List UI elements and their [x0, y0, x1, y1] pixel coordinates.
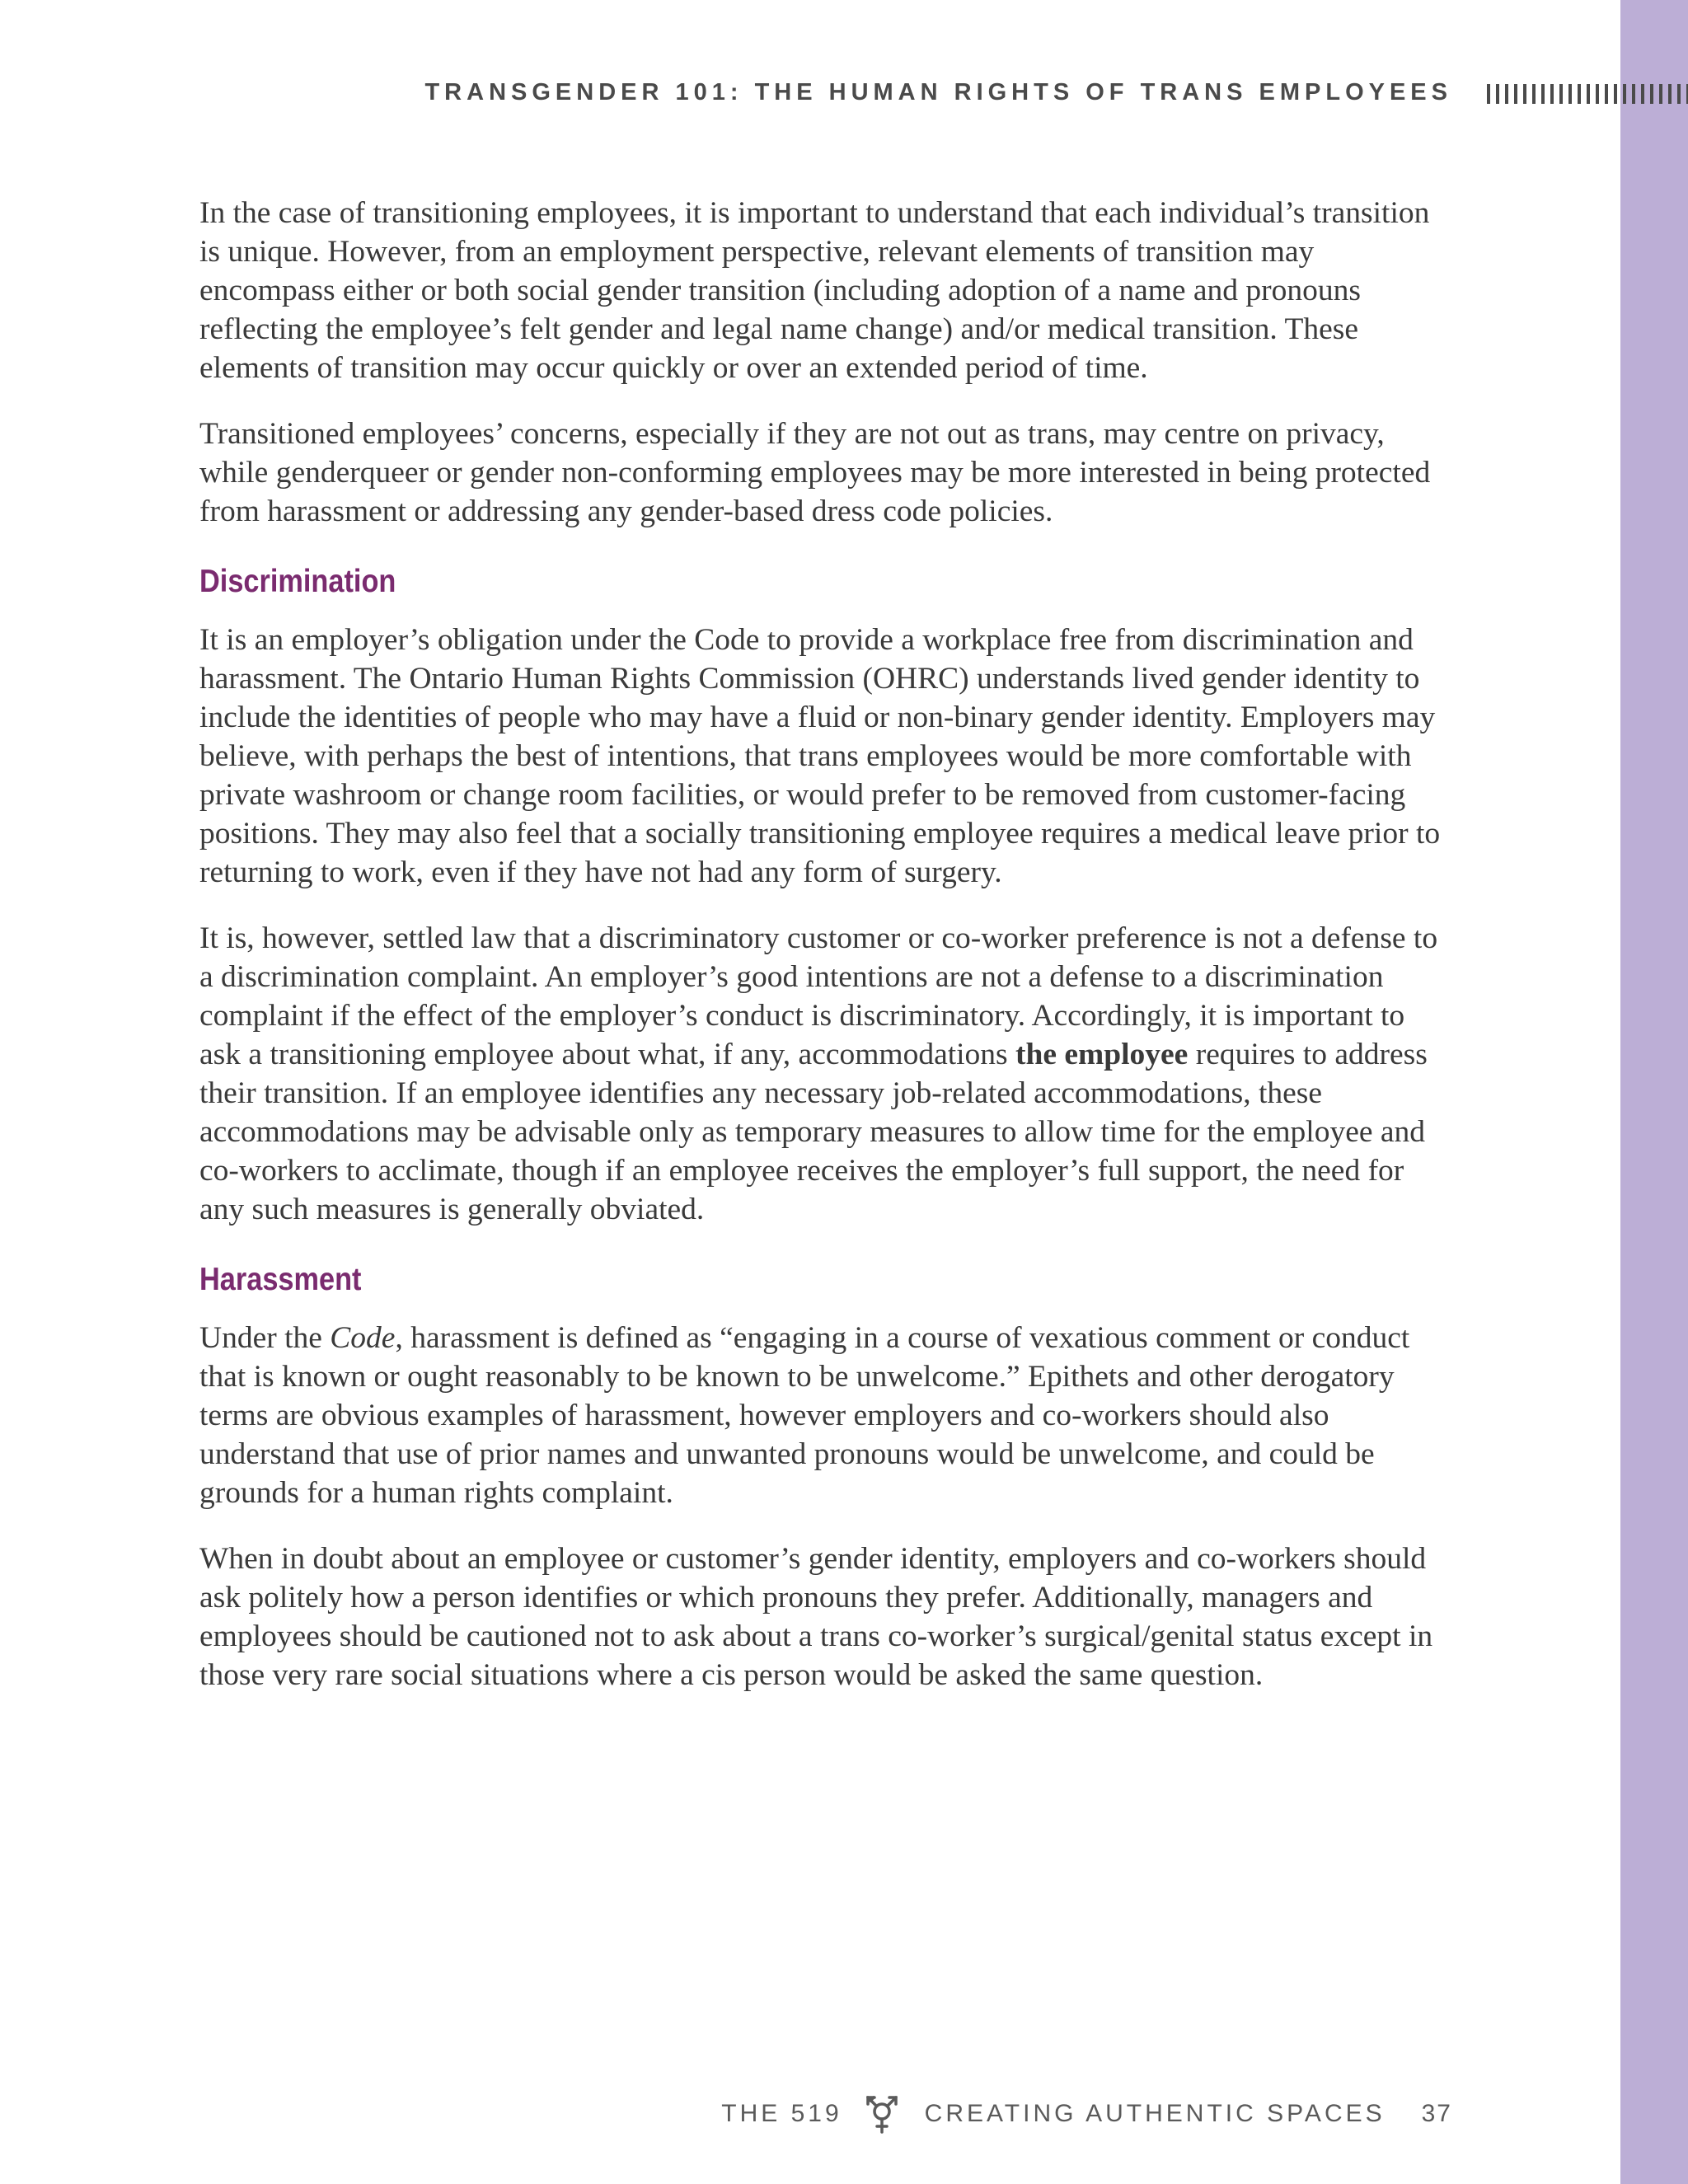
page-footer	[0, 2093, 1452, 2135]
text-run: , harassment is defined as “engaging in a course of vexatious comment or conduct that is known or ought reasonably to be known to be unwelcome.” Epithets and other derogatory terms are obvious examples of harassment, however employers and co-workers should also understand that use of prior names and unwanted pronouns would be unwelcome, and could be grounds for a human rights complaint.	[199, 1321, 1410, 1510]
bold-text: the employee	[1015, 1038, 1189, 1071]
running-header: TRANSGENDER 101: THE HUMAN RIGHTS OF TRANS EMPLOYEES	[424, 79, 1452, 105]
page-content	[199, 194, 1452, 1722]
paragraph-transitioned-concerns: Transitioned employees’ concerns, especially if they are not out as trans, may centre on privacy, while genderqueer or gender non-conforming employees may be more interested in being protected from harassment or addressing any gender-based dress code policies.	[199, 417, 1431, 528]
footer-publication: CREATING AUTHENTIC SPACES	[924, 2100, 1386, 2127]
paragraph-employer-obligation: It is an employer’s obligation under the Code to provide a workplace free from discrimination and harassment. The Ontario Human Rights Commission (OHRC) understands lived gender identity to include the identities of people who may have a fluid or non-binary gender identity. Employers may believe, with perhaps the best of intentions, that trans employees would be more comfortable with private washroom or change room facilities, or would prefer to be removed from customer-facing positions. They may also feel that a socially transitioning employee requires a medical leave prior to returning to work, even if they have not had any form of surgery.	[199, 623, 1441, 889]
text-run: It is, however, settled law that a discriminatory customer or co-worker preference is not a defense to a discrimination complaint. An employer’s good intentions are not a defense to a discrimination complaint if the effect of the employer’s conduct is discriminatory. Accordingly, it is important to ask a transitioning employee about what, if any, accommodations	[199, 921, 1438, 1071]
text-run: requires to address their transition. If an employee identifies any necessary job-related accommodations, these accommodations may be advisable only as temporary measures to allow time for the employee and co-workers to acclimate, though if an employee receives the employer’s full support, the need for any such measures is generally obviated.	[199, 1038, 1428, 1226]
paragraph-settled-law	[199, 919, 1452, 1229]
paragraph-transition: In the case of transitioning employees, it is important to understand that each individual’s transition is unique. However, from an employment perspective, relevant elements of transition may encompass either or both social gender transition (including adoption of a name and pronouns reflecting the employee’s felt gender and legal name change) and/or medical transition. These elements of transition may occur quickly or over an extended period of time.	[199, 196, 1430, 385]
page-number: 37	[1421, 2100, 1452, 2127]
side-color-band	[1620, 0, 1688, 2184]
section-heading-harassment: Harassment	[199, 1262, 362, 1297]
italic-text: Code	[330, 1321, 396, 1355]
header-tick-decoration	[1487, 84, 1688, 104]
text-run: Under the	[199, 1321, 331, 1355]
transgender-symbol-icon	[864, 2093, 900, 2135]
footer-org: THE 519	[721, 2100, 842, 2127]
paragraph-gender-identity-doubt: When in doubt about an employee or customer’s gender identity, employers and co-workers should ask politely how a person identifies or which pronouns they prefer. Additionally, managers and employees should be cautioned not to ask about a trans co-worker’s surgical/genital status except in those very rare social situations where a cis person would be asked the same question.	[199, 1542, 1433, 1692]
section-heading-discrimination: Discrimination	[199, 564, 396, 599]
paragraph-harassment-definition	[199, 1319, 1452, 1512]
